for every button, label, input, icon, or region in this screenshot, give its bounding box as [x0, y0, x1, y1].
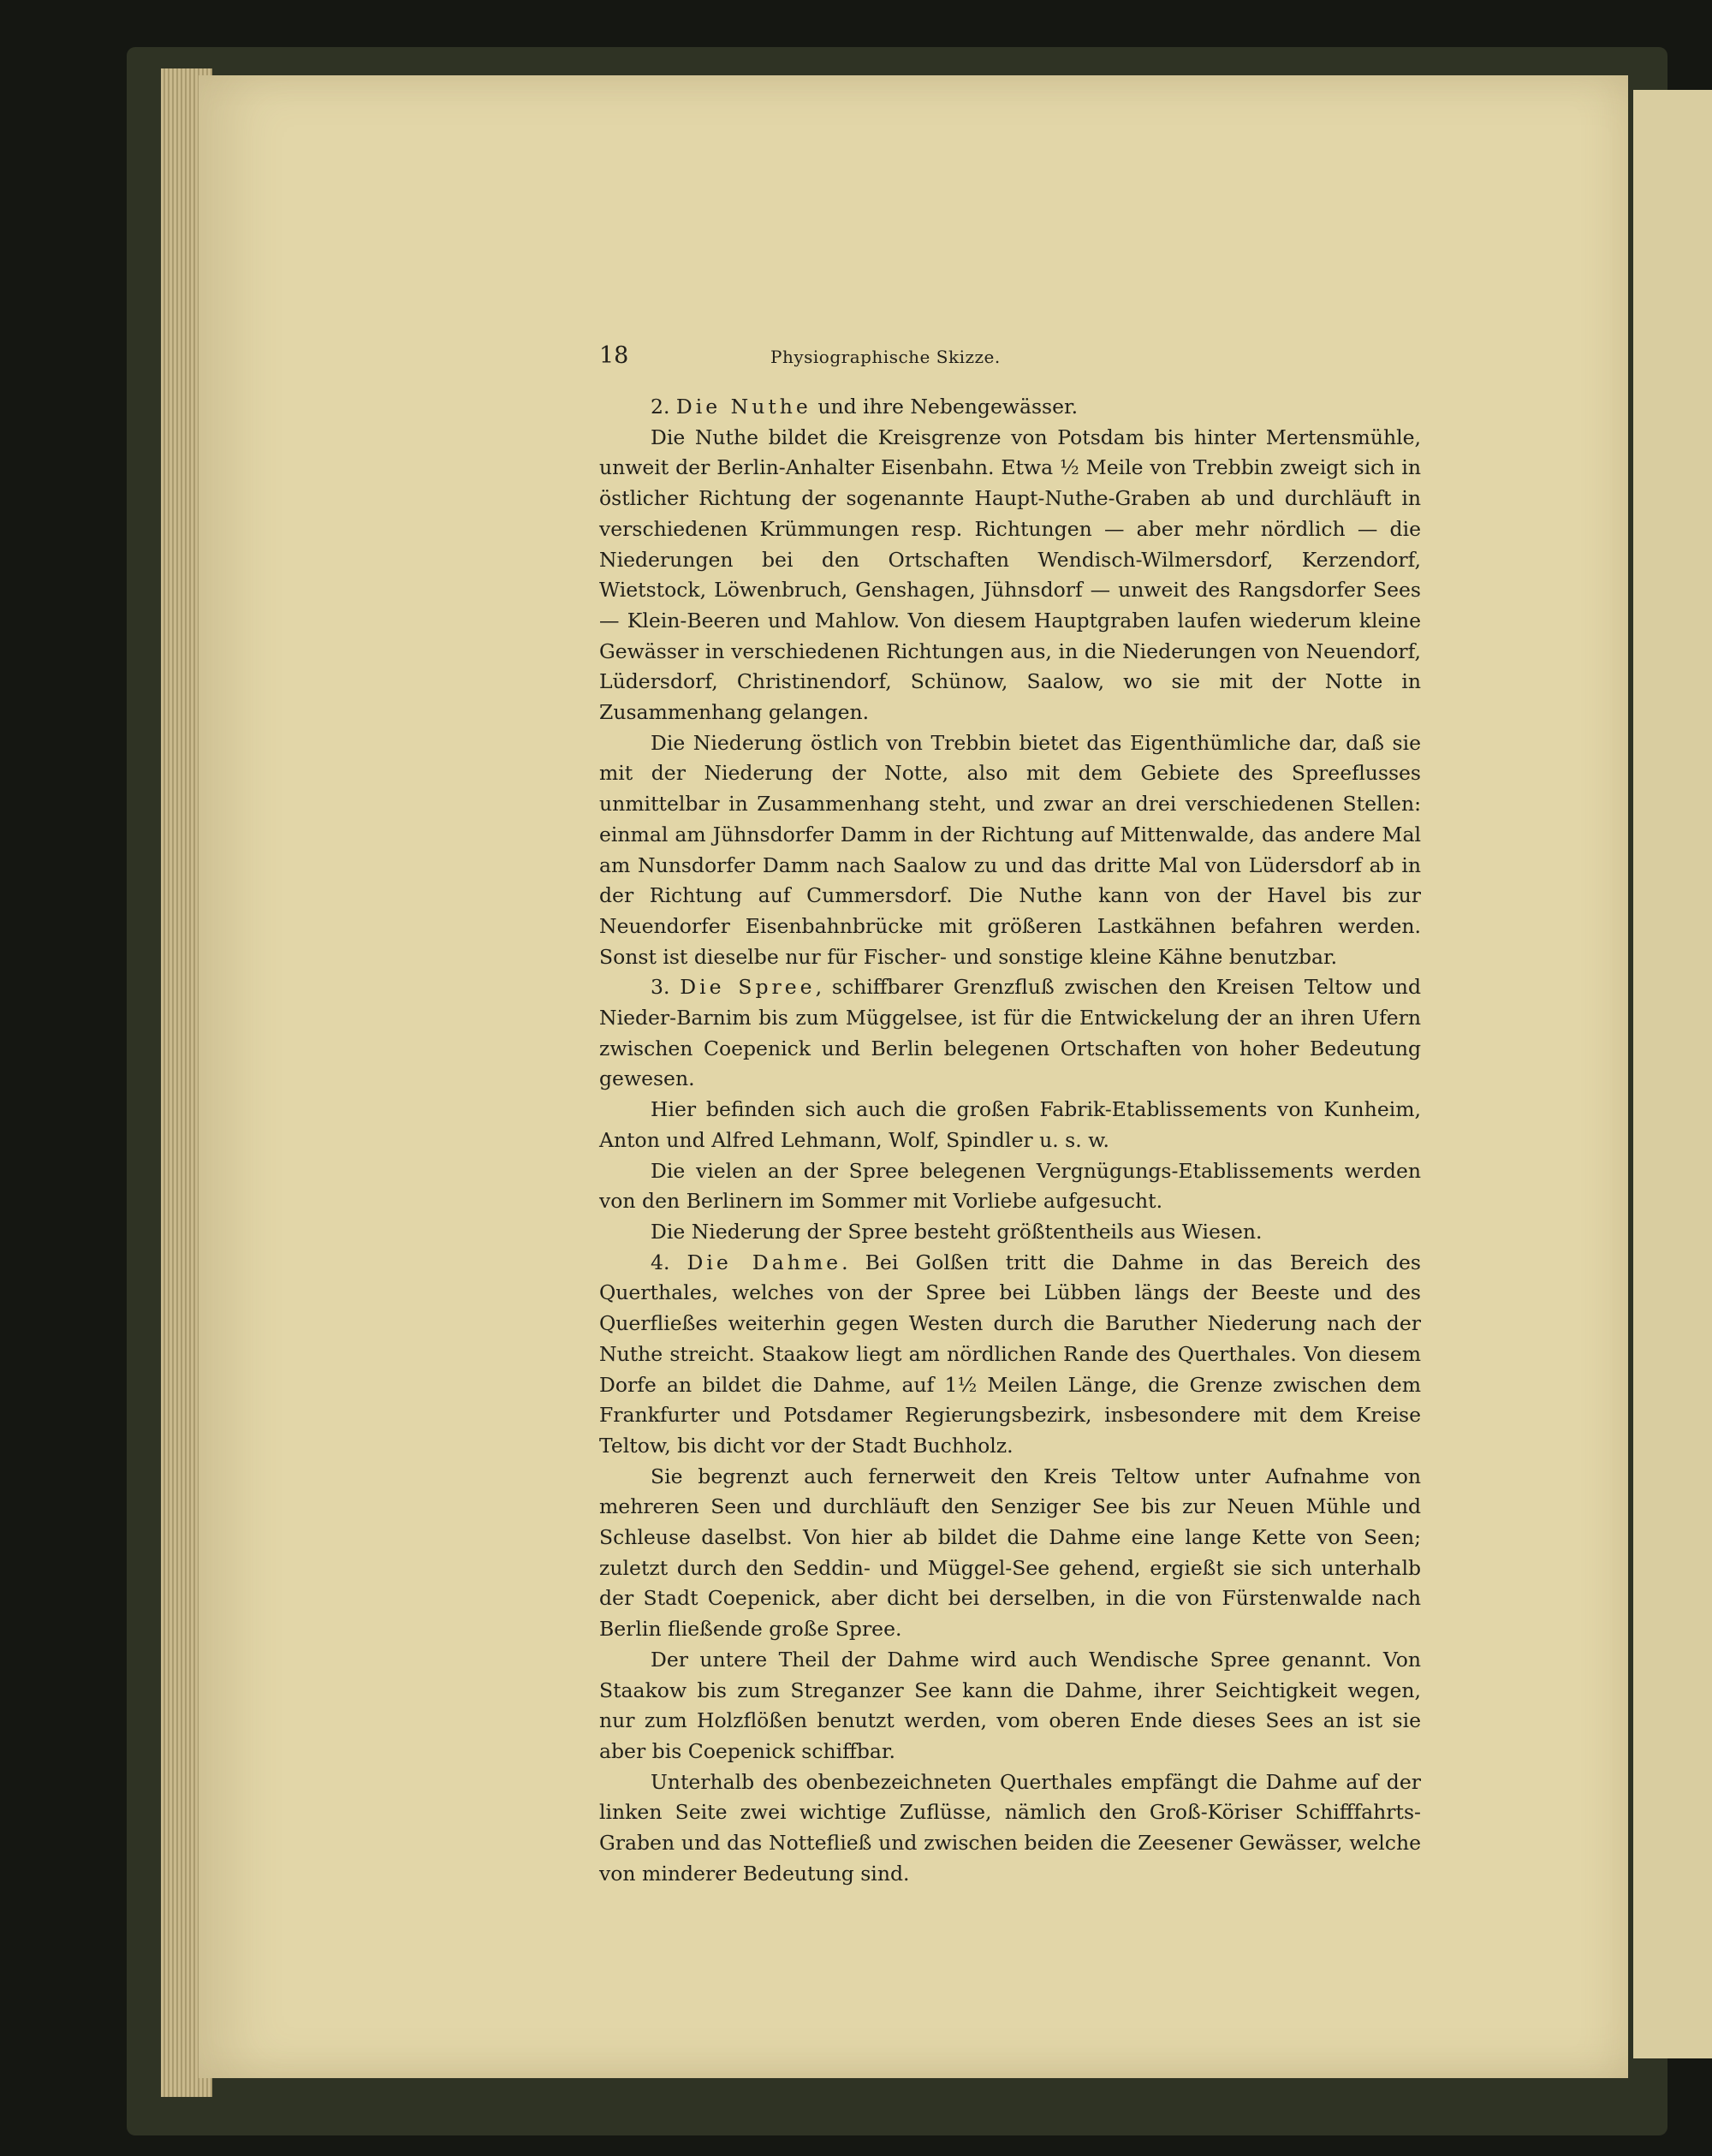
section-body: , schiffbarer Grenzfluß zwischen den Kreisen Teltow und Nieder-Barnim bis zum Müggelsee, ist für die Entwickelung der an ihren Ufern zwischen Coepenick und Berlin belegenen Ortschaften von hoher Bedeutung gewesen.	[599, 975, 1421, 1091]
paragraph: Der untere Theil der Dahme wird auch Wendische Spree genannt. Von Staakow bis zum Streganzer See kann die Dahme, ihrer Seichtigkeit wegen, nur zum Holzflößen benutzt werden, vom oberen Ende dieses Sees an ist sie aber bis Coepenick schiffbar.	[599, 1647, 1421, 1763]
paragraph: Die Nuthe bildet die Kreisgrenze von Potsdam bis hinter Mertensmühle, unweit der Berlin-Anhalter Eisenbahn. Etwa ½ Meile von Trebbin zweigt sich in östlicher Richtung der sogenannte Haupt-Nuthe-Graben ab und durchläuft in verschiedenen Krümmungen resp. Richtungen — aber mehr nördlich — die Niederungen bei den Ortschaften Wendisch-Wilmersdorf, Kerzendorf, Wietstock, Löwenbruch, Genshagen, Jühnsdorf — unweit des Rangsdorfer Sees — Klein-Beeren und Mahlow. Von diesem Hauptgraben laufen wiederum kleine Gewässer in verschiedenen Richtungen aus, in die Niederungen von Neuendorf, Lüdersdorf, Christinendorf, Schünow, Saalow, wo sie mit der Notte in Zusammenhang gelangen.	[599, 425, 1421, 725]
facing-page-edge	[1633, 90, 1712, 2058]
paragraph: Sie begrenzt auch fernerweit den Kreis Teltow unter Aufnahme von mehreren Seen und durchläuft den Senziger See bis zur Neuen Mühle und Schleuse daselbst. Von hier ab bildet die Dahme eine lange Kette von Seen; zuletzt durch den Seddin- und Müggel-See gehend, ergießt sie sich unterhalb der Stadt Coepenick, aber dicht bei derselben, in die von Fürstenwalde nach Berlin fließende große Spree.	[599, 1464, 1421, 1642]
section-number: 4.	[651, 1250, 670, 1274]
paragraph: Die Niederung östlich von Trebbin bietet das Eigenthümliche dar, daß sie mit der Niederung der Notte, also mit dem Gebiete des Spreeflusses unmittelbar in Zusammenhang steht, und zwar an drei verschiedenen Stellen: einmal am Jühnsdorfer Damm in der Richtung auf Mittenwalde, das andere Mal am Nunsdorfer Damm nach Saalow zu und das dritte Mal von Lüdersdorf ab in der Richtung auf Cummersdorf. Die Nuthe kann von der Havel bis zur Neuendorfer Eisenbahnbrücke mit größeren Lastkähnen befahren werden. Sonst ist dieselbe nur für Fischer- und sonstige kleine Kähne benutzbar.	[599, 730, 1421, 969]
paragraph: Hier befinden sich auch die großen Fabrik-Etablissements von Kunheim, Anton und Alfred Lehmann, Wolf, Spindler u. s. w.	[599, 1097, 1421, 1152]
section-title: Die Spree	[680, 975, 816, 1000]
section-title: Die Nuthe	[675, 395, 811, 419]
paragraph: Die vielen an der Spree belegenen Vergnügungs-Etablissements werden von den Berlinern im Sommer mit Vorliebe aufgesucht.	[599, 1158, 1421, 1214]
paragraph: Unterhalb des obenbezeichneten Querthales empfängt die Dahme auf der linken Seite zwei wichtige Zuflüsse, nämlich den Groß-Köriser Schifffahrts-Graben und das Nottefließ und zwischen beiden die Zeesener Gewässer, welche von minderer Bedeutung sind.	[599, 1769, 1421, 1886]
section-heading-dahme	[599, 1248, 1421, 1462]
section-heading-spree	[599, 972, 1421, 1095]
page-text	[599, 342, 1421, 1889]
running-head: Physiographische Skizze.	[770, 347, 1001, 367]
page-header	[599, 342, 1421, 377]
page-number: 18	[599, 342, 629, 369]
section-number: 3.	[651, 975, 670, 1000]
section-heading-nuthe	[599, 392, 1421, 423]
section-number: 2.	[651, 395, 670, 419]
section-title-rest: und ihre Nebengewässer.	[817, 395, 1079, 419]
paragraph: Die Niederung der Spree besteht größtentheils aus Wiesen.	[651, 1219, 1263, 1244]
section-title: Die Dahme	[687, 1250, 842, 1274]
section-body: . Bei Golßen tritt die Dahme in das Bereich des Querthales, welches von der Spree bei Lübben längs der Beeste und des Querfließes weiterhin gegen Westen durch die Baruther Niederung nach der Nuthe streicht. Staakow liegt am nördlichen Rande des Querthales. Von diesem Dorfe an bildet die Dahme, auf 1½ Meilen Länge, die Grenze zwischen dem Frankfurter und Potsdamer Regierungsbezirk, insbesondere mit dem Kreise Teltow, bis dicht vor der Stadt Buchholz.	[599, 1250, 1421, 1458]
